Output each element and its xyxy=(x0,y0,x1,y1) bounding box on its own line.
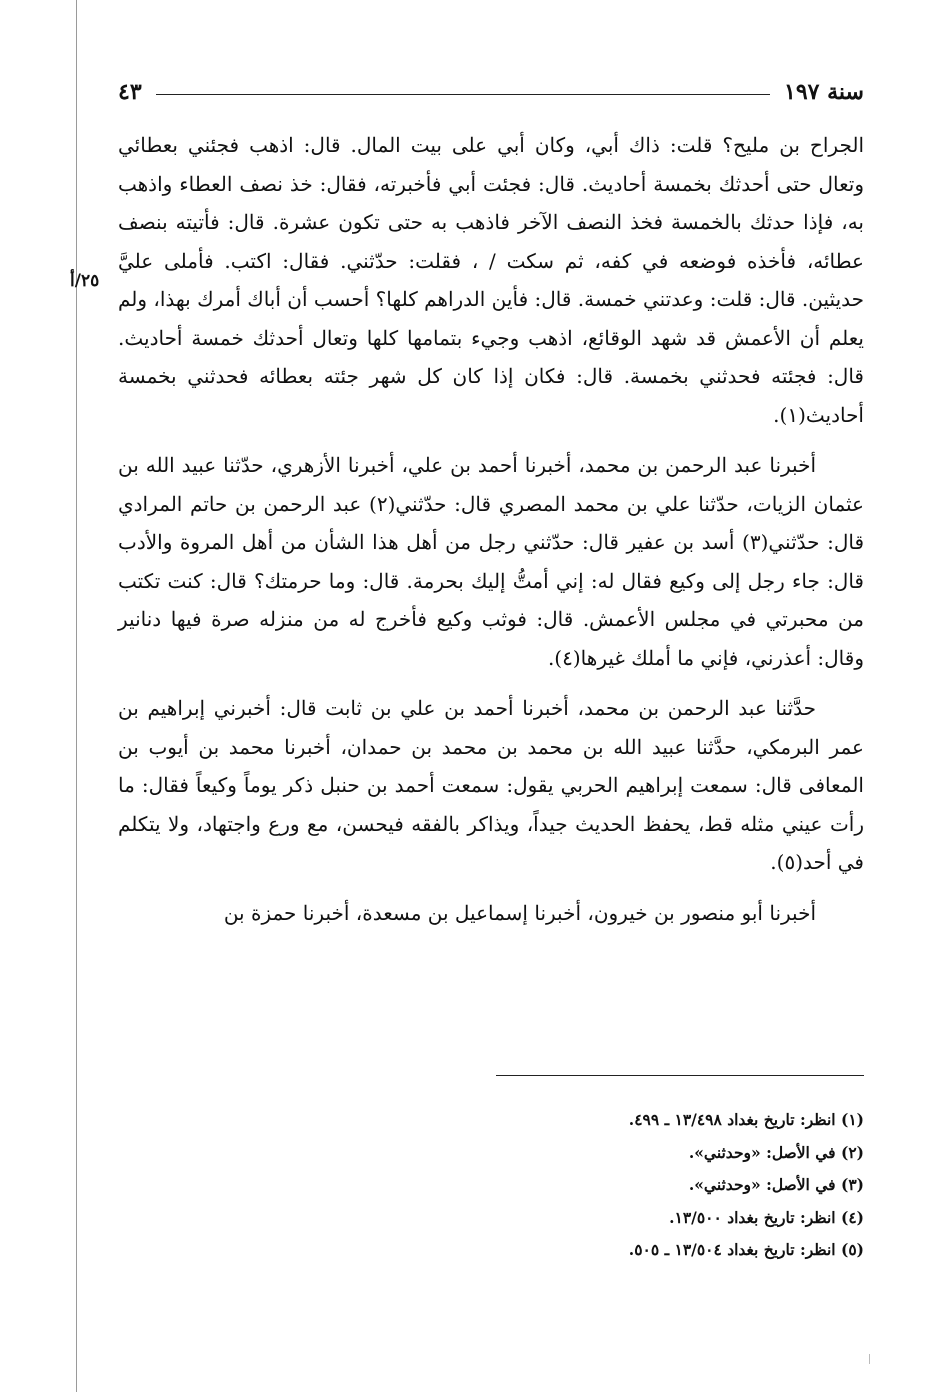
page-mark xyxy=(869,1354,870,1364)
book-page xyxy=(70,72,864,1372)
binding-edge-line xyxy=(76,0,77,1392)
main-text xyxy=(118,126,864,932)
paragraph-3: حدَّثنا عبد الرحمن بن محمد، أخبرنا أحمد بن علي بن ثابت قال: أخبرني إبراهيم بن عمر البرمكي، حدَّثنا عبيد الله بن محمد بن محمد بن حمدان، أخبرنا محمد بن أيوب بن المعافى قال: سمعت إبراهيم الحربي يقول: سمعت أحمد بن حنبل ذكر يوماً وكيعاً فقال: ما رأت عيني مثله قط، يحفظ الحديث جيداً، ويذاكر بالفقه فيحسن، مع ورع واجتهاد، ولا يتكلم في أحد(٥). xyxy=(118,696,864,874)
page-header xyxy=(118,72,864,112)
page-number: ٤٣ xyxy=(118,79,142,105)
footnote-3: (٣) في الأصل: «وحدثني». xyxy=(688,1175,864,1194)
footnote-4: (٤) انظر: تاريخ بغداد ١٣/٥٠٠. xyxy=(669,1207,864,1227)
footnote-1: (١) انظر: تاريخ بغداد ١٣/٤٩٨ ـ ٤٩٩. xyxy=(628,1110,864,1129)
paragraph-1: الجراح بن مليح؟ قلت: ذاك أبي، وكان أبي على بيت المال. قال: اذهب فجئني بعطائي وتعال حتى أحدثك بخمسة أحاديث. قال: فجئت أبي فأخبرته، فقال: خذ نصف العطاء واذهب به، فإذا حدثك بالخمسة فخذ النصف الآخر فاذهب به حتى تكون عشرة. قال: فأتيته بنصف عطائه، فأخذه فوضعه في كفه، ثم سكت / ، فقلت: حدّثني. فقال: اكتب. فأملى عليَّ حديثين. قال: قلت: وعدتني خمسة. قال: فأين الدراهم كلها؟ أحسب أن أباك أمرك بهذا، ولم يعلم أن الأعمش قد شهد الوقائع، اذهب وجيء بتمامها كلها وتعال أحدثك خمسة أحاديث. قال: فجئته فحدثني بخمسة. قال: فكان إذا كان كل شهر جئته بعطائه فحدثني بخمسة أحاديث(١). xyxy=(118,133,864,427)
footnote-2: (٢) في الأصل: «وحدثني». xyxy=(688,1142,864,1162)
header-rule xyxy=(156,94,770,95)
footnote-5: (٥) انظر: تاريخ بغداد ١٣/٥٠٤ ـ ٥٠٥. xyxy=(628,1240,864,1259)
footnotes xyxy=(118,1104,864,1267)
paragraph-2: أخبرنا عبد الرحمن بن محمد، أخبرنا أحمد بن علي، أخبرنا الأزهري، حدّثنا عبيد الله بن عثمان الزيات، حدّثنا علي بن محمد المصري قال: حدّثني(٢) عبد الرحمن بن حاتم المرادي قال: حدّثني(٣) أسد بن عفير قال: حدّثني رجل من أهل هذا الشأن من أهل المروة والأدب قال: جاء رجل إلى وكيع فقال له: إني أمتُّ إليك بحرمة. قال: وما حرمتك؟ قال: كنت تكتب من محبرتي في مجلس الأعمش. قال: فوثب وكيع فأخرج له من منزله صرة فيها دنانير وقال: أعذرني، فإني ما أملك غيرها(٤). xyxy=(118,453,864,670)
footnote-separator xyxy=(496,1075,864,1076)
manuscript-folio-note: ٢٥/أ xyxy=(70,271,100,291)
running-title: سنة ١٩٧ xyxy=(784,79,864,105)
paragraph-4: أخبرنا أبو منصور بن خيرون، أخبرنا إسماعيل بن مسعدة، أخبرنا حمزة بن xyxy=(223,900,816,925)
